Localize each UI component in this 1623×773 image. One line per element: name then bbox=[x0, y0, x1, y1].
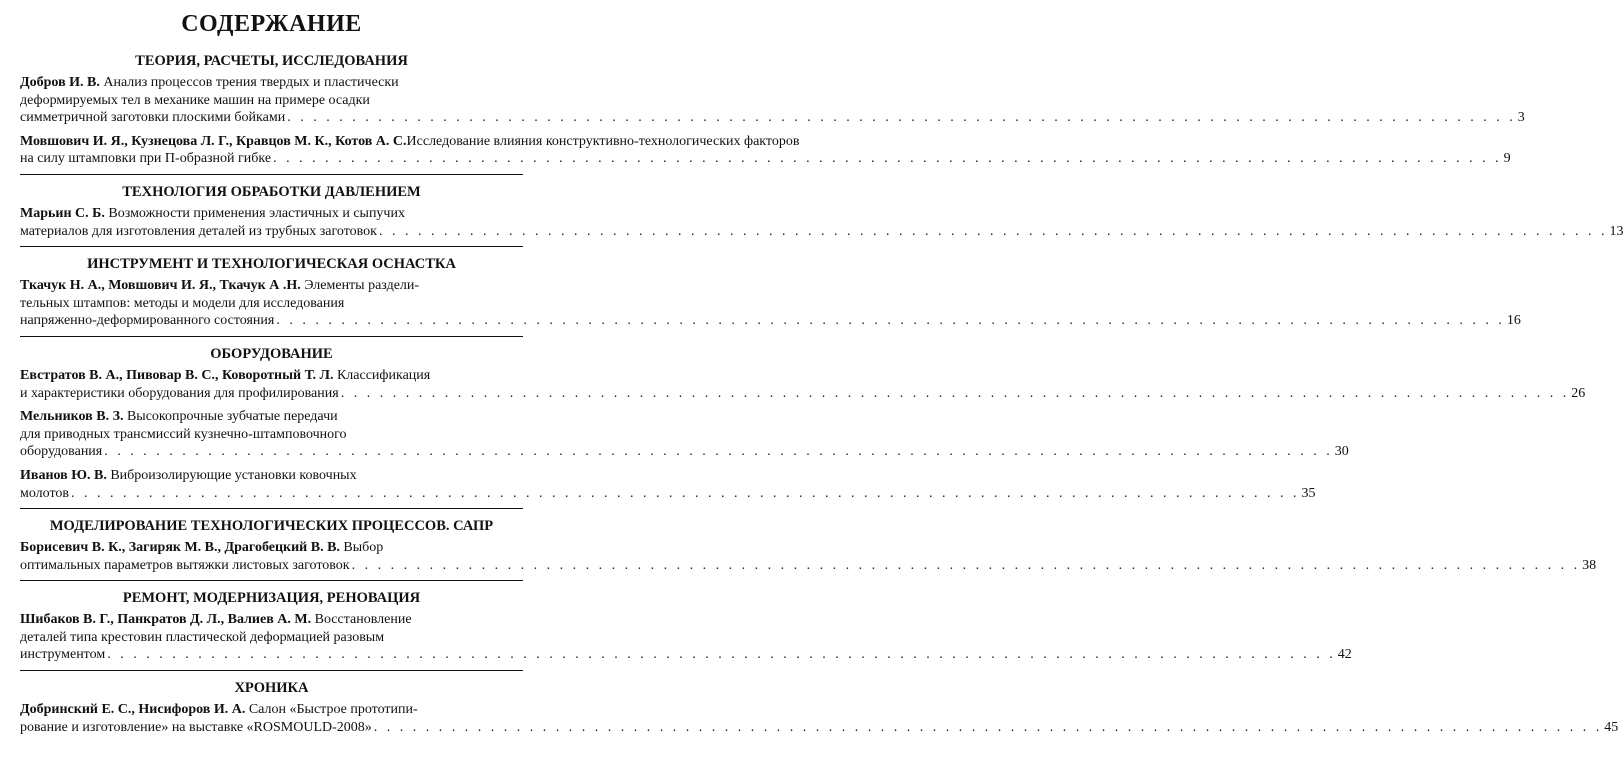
page-title: СОДЕРЖАНИЕ bbox=[181, 11, 362, 37]
entry-authors: Ткачук Н. А., Мовшович И. Я., Ткачук А .Н. bbox=[20, 278, 301, 294]
entry-line bbox=[20, 611, 523, 629]
entry-title-text: Восстановление bbox=[311, 612, 412, 628]
toc-entry[interactable] bbox=[20, 701, 1619, 736]
toc-entry[interactable] bbox=[20, 539, 1597, 574]
entry-line bbox=[20, 629, 523, 647]
toc-section bbox=[20, 246, 1521, 330]
entry-authors: Добров И. В. bbox=[20, 75, 100, 90]
entry-title-text: Исследование влияния конструктивно-технологических факторов bbox=[406, 133, 800, 149]
entry-title-text: Салон «Быстрое прототипи- bbox=[245, 702, 418, 718]
section-heading: МОДЕЛИРОВАНИЕ ТЕХНОЛОГИЧЕСКИХ ПРОЦЕССОВ. САПР bbox=[49, 518, 494, 535]
dot-leader bbox=[107, 646, 1336, 664]
entry-title-text: Классификация bbox=[333, 367, 431, 383]
section-heading: ХРОНИКА bbox=[234, 680, 309, 697]
entry-title-text: на силу штамповки при П-образной гибке bbox=[20, 151, 272, 167]
dot-leader bbox=[287, 109, 1516, 127]
entry-last-line bbox=[20, 646, 1352, 664]
page-number[interactable]: 42 bbox=[1337, 647, 1352, 663]
page-number[interactable]: 9 bbox=[1503, 151, 1511, 167]
entry-last-line bbox=[20, 557, 1597, 575]
entry-last-line bbox=[20, 719, 1619, 737]
page-number[interactable]: 13 bbox=[1609, 223, 1623, 239]
toc-section bbox=[20, 174, 1623, 240]
entry-authors: Мовшович И. Я., Кузнецова Л. Г., Кравцов М. К., Котов А. С. bbox=[20, 133, 407, 149]
entry-title-text: оптимальных параметров вытяжки листовых заготовок bbox=[20, 557, 350, 573]
entry-title-text: Анализ процессов трения твердых и пластически bbox=[99, 75, 399, 90]
dot-leader bbox=[276, 312, 1505, 330]
section-divider bbox=[20, 580, 523, 581]
entry-authors: Евстратов В. А., Пивовар В. С., Коворотный Т. Л. bbox=[20, 367, 334, 383]
dot-leader bbox=[273, 150, 1502, 168]
entry-title-text: молотов bbox=[20, 485, 70, 501]
entry-title-text: тельных штампов: методы и модели для исследования bbox=[20, 295, 345, 311]
entry-title-text: Виброизолирующие установки ковочных bbox=[106, 467, 357, 483]
dot-leader bbox=[71, 485, 1300, 503]
entry-last-line bbox=[20, 443, 1349, 461]
entry-title-text: и характеристики оборудования для профилирования bbox=[20, 385, 339, 401]
entry-title-text: Высокопрочные зубчатые передачи bbox=[123, 409, 338, 425]
toc-entry[interactable] bbox=[20, 367, 1586, 402]
page-number[interactable]: 3 bbox=[1517, 110, 1525, 126]
section-heading: РЕМОНТ, МОДЕРНИЗАЦИЯ, РЕНОВАЦИЯ bbox=[122, 590, 421, 607]
dot-leader bbox=[104, 443, 1333, 461]
page-number[interactable]: 45 bbox=[1604, 719, 1619, 735]
page-number[interactable]: 26 bbox=[1571, 385, 1586, 401]
entry-last-line bbox=[20, 223, 1623, 241]
entry-line bbox=[20, 205, 523, 223]
dot-leader bbox=[374, 719, 1603, 737]
page-number[interactable]: 16 bbox=[1506, 313, 1521, 329]
entry-last-line bbox=[20, 109, 1525, 127]
toc-section bbox=[20, 670, 1619, 736]
toc-section bbox=[20, 580, 1352, 664]
entry-title-text: напряженно-деформированного состояния bbox=[20, 313, 275, 329]
section-heading: ИНСТРУМЕНТ И ТЕХНОЛОГИЧЕСКАЯ ОСНАСТКА bbox=[87, 256, 456, 273]
toc-entry[interactable] bbox=[20, 611, 1352, 664]
toc-entry[interactable] bbox=[20, 133, 1511, 168]
section-divider bbox=[20, 246, 523, 247]
entry-title-text: симметричной заготовки плоскими бойками bbox=[20, 110, 286, 126]
entry-title-text: инструментом bbox=[20, 647, 106, 663]
section-divider bbox=[20, 336, 523, 337]
page-number[interactable]: 35 bbox=[1301, 485, 1316, 501]
section-divider bbox=[20, 174, 523, 175]
section-divider bbox=[20, 670, 523, 671]
entry-line bbox=[20, 277, 523, 295]
entry-title-text: Элементы раздели- bbox=[300, 278, 420, 294]
dot-leader bbox=[341, 385, 1570, 403]
toc-section bbox=[20, 52, 1525, 168]
entry-line bbox=[20, 539, 523, 557]
toc-entry[interactable] bbox=[20, 467, 1316, 502]
toc-entry[interactable] bbox=[20, 74, 1525, 127]
toc-section bbox=[20, 508, 1597, 574]
entry-line bbox=[20, 426, 523, 444]
entry-title-text: Выбор bbox=[339, 540, 384, 556]
section-divider bbox=[20, 508, 523, 509]
entry-title-text: Возможности применения эластичных и сыпучих bbox=[104, 205, 405, 221]
entry-line bbox=[20, 133, 800, 151]
entry-title-text: деформируемых тел в механике машин на примере осадки bbox=[20, 92, 370, 108]
section-heading: ТЕОРИЯ, РАСЧЕТЫ, ИССЛЕДОВАНИЯ bbox=[135, 53, 408, 69]
section-heading: ОБОРУДОВАНИЕ bbox=[210, 345, 333, 362]
toc-entry[interactable] bbox=[20, 205, 1623, 240]
entry-last-line bbox=[20, 312, 1521, 330]
entry-line bbox=[20, 367, 523, 385]
entry-line bbox=[20, 74, 523, 92]
entry-title-text: для приводных трансмиссий кузнечно-штамповочного bbox=[20, 426, 347, 442]
entry-line bbox=[20, 92, 523, 110]
toc-entry[interactable] bbox=[20, 277, 1521, 330]
entry-title-text: деталей типа крестовин пластической деформацией разовым bbox=[20, 629, 385, 645]
page-number[interactable]: 30 bbox=[1334, 444, 1349, 460]
entry-last-line bbox=[20, 150, 1511, 168]
entry-authors: Мельников В. З. bbox=[20, 409, 124, 425]
toc-sections bbox=[20, 52, 1623, 736]
entry-last-line bbox=[20, 385, 1586, 403]
entry-title-text: рование и изготовление» на выставке «ROSMOULD-2008» bbox=[20, 719, 372, 735]
toc-entry[interactable] bbox=[20, 408, 1349, 461]
entry-authors: Марьин С. Б. bbox=[20, 205, 105, 221]
entry-authors: Добринский Е. С., Нисифоров И. А. bbox=[20, 702, 246, 718]
entry-line bbox=[20, 408, 523, 426]
entry-line bbox=[20, 701, 523, 719]
entry-title-text: материалов для изготовления деталей из трубных заготовок bbox=[20, 223, 377, 239]
entry-authors: Иванов Ю. В. bbox=[20, 467, 107, 483]
entry-last-line bbox=[20, 485, 1316, 503]
section-heading: ТЕХНОЛОГИЯ ОБРАБОТКИ ДАВЛЕНИЕМ bbox=[122, 183, 421, 200]
dot-leader bbox=[379, 223, 1608, 241]
page-number[interactable]: 38 bbox=[1582, 557, 1597, 573]
toc-section bbox=[20, 336, 1586, 502]
entry-line bbox=[20, 295, 523, 313]
entry-authors: Шибаков В. Г., Панкратов Д. Л., Валиев А. М. bbox=[20, 612, 312, 628]
entry-line bbox=[20, 467, 523, 485]
dot-leader bbox=[352, 557, 1581, 575]
entry-title-text: оборудования bbox=[20, 444, 103, 460]
entry-authors: Борисевич В. К., Загиряк М. В., Драгобецкий В. В. bbox=[20, 540, 340, 556]
